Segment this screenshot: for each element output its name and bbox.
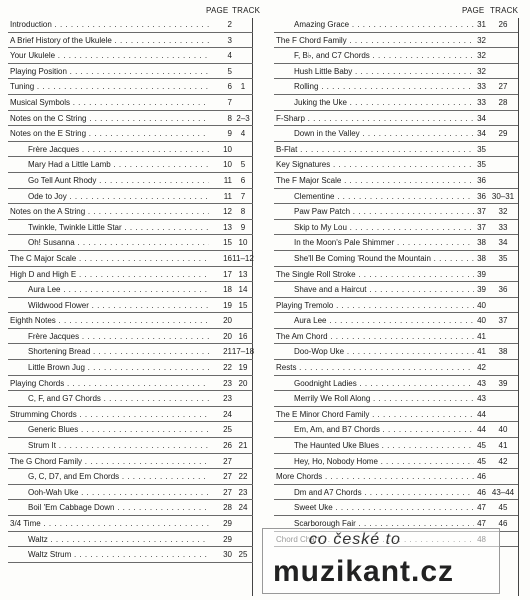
entry-page-number: 11: [223, 191, 232, 201]
entry-page-number: 32: [477, 66, 486, 76]
entry-page-number: 41: [477, 331, 486, 341]
entry-page-number: 6: [227, 82, 232, 92]
toc-entry: [8, 469, 253, 485]
entry-page-number: 27: [223, 472, 232, 482]
entry-track-number: 46: [498, 519, 508, 528]
entry-page-number: 43: [477, 378, 486, 388]
toc-entry: [274, 469, 518, 485]
entry-page-number: 44: [477, 409, 486, 419]
entry-page-number: 26: [223, 441, 232, 451]
toc-entry: [274, 142, 518, 158]
toc-entry: [8, 454, 253, 470]
entry-page-number: 35: [477, 160, 486, 170]
entry-page-number: 37: [477, 222, 486, 232]
entry-title: Scarborough Fair . . .: [294, 519, 474, 528]
entry-page-number: 40: [477, 300, 486, 310]
entry-page-number: 15: [223, 238, 232, 248]
toc-entry: [8, 189, 253, 205]
toc-entry: [8, 79, 253, 95]
entry-title: Aura Lee . . .: [28, 285, 209, 294]
entry-page-number: 43: [477, 394, 486, 404]
entry-track-number: 14: [238, 285, 248, 295]
toc-entry: [8, 64, 253, 80]
track-header-label: TRACK: [490, 6, 519, 15]
entry-page-number: 29: [223, 519, 232, 528]
entry-track-number: 23: [238, 487, 248, 497]
entry-title: Notes on the A String . . .: [10, 207, 209, 216]
toc-entry: [274, 438, 518, 454]
entry-title: Musical Symbols . . .: [10, 98, 209, 107]
entry-track-number: 37: [498, 316, 508, 326]
toc-entry: [274, 298, 518, 314]
toc-entry: [8, 376, 253, 392]
entry-track-number: 5: [240, 160, 246, 170]
toc-entry: [8, 95, 253, 111]
toc-left-list: [8, 17, 253, 563]
entry-track-number: 8: [240, 207, 246, 217]
entry-title: Down in the Valley . . .: [294, 129, 474, 138]
entry-page-number: 36: [477, 191, 486, 201]
watermark-brand: muzikant.cz: [273, 555, 455, 588]
toc-entry: [8, 485, 253, 501]
entry-title: Tuning . . .: [10, 82, 209, 91]
entry-page-number: 4: [227, 51, 232, 61]
toc-entry: [274, 391, 518, 407]
entry-track-number: 13: [238, 269, 248, 279]
column-header: [274, 0, 518, 17]
entry-track-number: 32: [498, 207, 508, 217]
toc-entry: [8, 344, 253, 360]
toc-entry: [274, 313, 518, 329]
entry-page-number: 33: [477, 82, 486, 92]
entry-title: Mary Had a Little Lamb . . .: [28, 160, 209, 169]
entry-track-number: 22: [238, 472, 248, 482]
entry-track-number: 28: [498, 97, 508, 107]
entry-title: C, F, and G7 Chords . . .: [28, 394, 209, 403]
toc-left-column: [8, 0, 261, 563]
entry-title: The E Minor Chord Family . . .: [276, 410, 474, 419]
entry-title: F, B♭, and C7 Chords . . .: [294, 51, 474, 60]
entry-track-number: 42: [498, 456, 508, 466]
entry-track-number: 19: [238, 363, 248, 373]
toc-entry: [8, 17, 253, 33]
entry-title: The Single Roll Stroke . . .: [276, 270, 474, 279]
entry-title: Hush Little Baby . . .: [294, 67, 474, 76]
entry-title: The C Major Scale . . .: [10, 254, 209, 263]
entry-page-number: 23: [223, 378, 232, 388]
entry-page-number: 35: [477, 144, 486, 154]
entry-page-number: 20: [223, 316, 232, 326]
entry-title: Generic Blues . . .: [28, 425, 209, 434]
entry-title: Clementine . . .: [294, 192, 474, 201]
entry-page-number: 44: [477, 425, 486, 435]
entry-track-number: 27: [498, 82, 508, 92]
toc-entry: [8, 235, 253, 251]
toc-entry: [274, 17, 518, 33]
toc-entry: [274, 454, 518, 470]
entry-title: Juking the Uke . . .: [294, 98, 474, 107]
toc-entry: [274, 500, 518, 516]
entry-title: Ooh-Wah Uke . . .: [28, 488, 209, 497]
toc-entry: [8, 33, 253, 49]
entry-track-number: 38: [498, 347, 508, 357]
entry-track-number: 1: [240, 82, 246, 92]
toc-entry: [8, 313, 253, 329]
entry-title: The G Chord Family . . .: [10, 457, 209, 466]
entry-track-number: 34: [498, 238, 508, 248]
entry-page-number: 47: [477, 503, 486, 513]
entry-page-number: 11: [223, 175, 232, 185]
entry-page-number: 25: [223, 425, 232, 435]
toc-entry: [274, 360, 518, 376]
entry-track-number: 40: [498, 425, 508, 435]
entry-track-number: 29: [498, 129, 508, 139]
toc-entry: [274, 422, 518, 438]
entry-track-number: 9: [240, 222, 246, 232]
entry-track-number: 45: [498, 503, 508, 513]
entry-title: Wildwood Flower . . .: [28, 301, 209, 310]
toc-entry: [8, 267, 253, 283]
entry-track-number: 35: [498, 253, 508, 263]
entry-title: Shave and a Haircut . . .: [294, 285, 474, 294]
toc-entry: [274, 407, 518, 423]
watermark-logo: [262, 528, 500, 594]
entry-page-number: 12: [223, 207, 232, 217]
entry-title: Doo-Wop Uke . . .: [294, 347, 474, 356]
entry-page-number: 47: [477, 519, 486, 528]
entry-track-number: 15: [238, 300, 248, 310]
page-header-label: PAGE: [206, 6, 229, 15]
column-header: [8, 0, 261, 17]
entry-page-number: 23: [223, 394, 232, 404]
entry-page-number: 39: [477, 285, 486, 295]
entry-title: Frère Jacques . . .: [28, 145, 209, 154]
entry-track-number: 2–3: [236, 113, 250, 123]
entry-title: Shortening Bread . . .: [28, 347, 209, 356]
entry-page-number: 30: [223, 550, 232, 560]
entry-track-number: 16: [238, 331, 248, 341]
toc-entry: [8, 438, 253, 454]
entry-track-number: 21: [238, 441, 248, 451]
toc-entry: [274, 48, 518, 64]
entry-title: Merrily We Roll Along . . .: [294, 394, 474, 403]
entry-page-number: 2: [227, 20, 232, 29]
entry-title: Waltz . . .: [28, 535, 209, 544]
toc-entry: [8, 516, 253, 532]
entry-track-number: 43–44: [491, 487, 515, 497]
entry-title: Strumming Chords . . .: [10, 410, 209, 419]
toc-entry: [8, 329, 253, 345]
entry-page-number: 27: [223, 456, 232, 466]
entry-page-number: 10: [223, 160, 232, 170]
entry-page-number: 46: [477, 487, 486, 497]
toc-entry: [8, 157, 253, 173]
toc-entry: [8, 204, 253, 220]
entry-track-number: 25: [238, 550, 248, 560]
entry-title: Oh! Susanna . . .: [28, 238, 209, 247]
toc-entry: [8, 298, 253, 314]
toc-entry: [8, 142, 253, 158]
entry-page-number: 40: [477, 316, 486, 326]
track-header-label: TRACK: [232, 6, 261, 15]
entry-title: Key Signatures . . .: [276, 160, 474, 169]
toc-right-column: [274, 0, 518, 547]
entry-title: The F Chord Family . . .: [276, 36, 474, 45]
entry-page-number: 20: [223, 331, 232, 341]
toc-entry: [274, 344, 518, 360]
toc-entry: [274, 33, 518, 49]
entry-title: Goodnight Ladies . . .: [294, 379, 474, 388]
entry-track-number: 24: [238, 503, 248, 513]
entry-title: Em, Am, and B7 Chords . . .: [294, 425, 474, 434]
toc-entry: [274, 111, 518, 127]
entry-page-number: 41: [477, 347, 486, 357]
entry-title: Sweet Uke . . .: [294, 503, 474, 512]
toc-entry: [8, 111, 253, 127]
toc-entry: [8, 407, 253, 423]
entry-title: Playing Tremolo . . .: [276, 301, 474, 310]
entry-title: Paw Paw Patch . . .: [294, 207, 474, 216]
entry-page-number: 42: [477, 363, 486, 373]
toc-entry: [8, 173, 253, 189]
entry-page-number: 34: [477, 129, 486, 139]
toc-entry: [8, 547, 253, 563]
entry-title: Rests . . .: [276, 363, 474, 372]
entry-page-number: 16: [223, 253, 232, 263]
right-column-rule: [518, 18, 519, 596]
entry-track-number: 4: [240, 129, 246, 139]
entry-page-number: 46: [477, 472, 486, 482]
toc-entry: [274, 485, 518, 501]
entry-page-number: 45: [477, 456, 486, 466]
entry-page-number: 9: [227, 129, 232, 139]
entry-title: Playing Position . . .: [10, 67, 209, 76]
entry-page-number: 10: [223, 144, 232, 154]
toc-entry: [274, 204, 518, 220]
entry-page-number: 45: [477, 441, 486, 451]
entry-page-number: 32: [477, 35, 486, 45]
entry-track-number: 20: [238, 378, 248, 388]
toc-entry: [274, 64, 518, 80]
entry-page-number: 38: [477, 238, 486, 248]
entry-page-number: 21: [223, 347, 232, 357]
entry-title: The F Major Scale . . .: [276, 176, 474, 185]
entry-track-number: 10: [238, 238, 248, 248]
entry-title: Go Tell Aunt Rhody . . .: [28, 176, 209, 185]
toc-entry: [274, 157, 518, 173]
entry-title: Waltz Strum . . .: [28, 550, 209, 559]
entry-page-number: 22: [223, 363, 232, 373]
toc-entry: [274, 95, 518, 111]
entry-track-number: 7: [240, 191, 246, 201]
entry-title: F-Sharp . . .: [276, 114, 474, 123]
entry-title: Strum It . . .: [28, 441, 209, 450]
entry-title: Twinkle, Twinkle Little Star . . .: [28, 223, 209, 232]
toc-entry: [8, 251, 253, 267]
entry-track-number: 11–12: [232, 253, 254, 263]
entry-page-number: 32: [477, 51, 486, 61]
entry-title: Rolling . . .: [294, 82, 474, 91]
toc-entry: [8, 360, 253, 376]
toc-entry: [274, 220, 518, 236]
entry-page-number: 37: [477, 207, 486, 217]
toc-entry: [274, 267, 518, 283]
entry-title: Your Ukulele . . .: [10, 51, 209, 60]
entry-title: Little Brown Jug . . .: [28, 363, 209, 372]
entry-page-number: 28: [223, 503, 232, 513]
toc-entry: [8, 391, 253, 407]
entry-page-number: 31: [477, 20, 486, 29]
entry-title: More Chords . . .: [276, 472, 474, 481]
entry-title: B-Flat . . .: [276, 145, 474, 154]
toc-entry: [8, 422, 253, 438]
entry-page-number: 36: [477, 175, 486, 185]
entry-track-number: 36: [498, 285, 508, 295]
toc-entry: [8, 500, 253, 516]
page-header-label: PAGE: [462, 6, 485, 15]
toc-entry: [8, 282, 253, 298]
toc-entry: [274, 376, 518, 392]
toc-entry: [274, 251, 518, 267]
entry-title: The Am Chord . . .: [276, 332, 474, 341]
entry-title: The Haunted Uke Blues . . .: [294, 441, 474, 450]
entry-title: In the Moon's Pale Shimmer . . .: [294, 238, 474, 247]
toc-entry: [274, 189, 518, 205]
entry-title: G, C, D7, and Em Chords . . .: [28, 472, 209, 481]
toc-right-list: [274, 17, 518, 547]
entry-title: Introduction . . .: [10, 20, 209, 29]
entry-title: Boil 'Em Cabbage Down . . .: [28, 503, 209, 512]
toc-entry: [274, 282, 518, 298]
entry-page-number: 27: [223, 487, 232, 497]
entry-page-number: 38: [477, 253, 486, 263]
entry-title: High D and High E . . .: [10, 270, 209, 279]
entry-title: She'll Be Coming 'Round the Mountain . . .: [294, 254, 474, 263]
toc-entry: [8, 220, 253, 236]
entry-track-number: 17–18: [231, 347, 255, 357]
entry-title: Frère Jacques . . .: [28, 332, 209, 341]
entry-page-number: 3: [227, 35, 232, 45]
toc-entry: [274, 173, 518, 189]
toc-entry: [274, 126, 518, 142]
entry-title: Hey, Ho, Nobody Home . . .: [294, 457, 474, 466]
entry-page-number: 34: [477, 113, 486, 123]
entry-track-number: 30–31: [491, 191, 515, 201]
entry-track-number: 39: [498, 378, 508, 388]
entry-title: Ode to Joy . . .: [28, 192, 209, 201]
toc-entry: [8, 532, 253, 548]
entry-page-number: 18: [223, 285, 232, 295]
entry-track-number: 6: [240, 175, 246, 185]
toc-entry: [8, 126, 253, 142]
entry-page-number: 17: [223, 269, 232, 279]
toc-entry: [274, 235, 518, 251]
entry-page-number: 39: [477, 269, 486, 279]
entry-title: Playing Chords . . .: [10, 379, 209, 388]
entry-title: Notes on the E String . . .: [10, 129, 209, 138]
entry-page-number: 7: [227, 97, 232, 107]
entry-title: Amazing Grace . . .: [294, 20, 474, 29]
entry-page-number: 24: [223, 409, 232, 419]
entry-page-number: 5: [227, 66, 232, 76]
entry-track-number: 26: [498, 20, 508, 29]
entry-title: Dm and A7 Chords . . .: [294, 488, 474, 497]
toc-entry: [274, 79, 518, 95]
entry-title: Notes on the C String . . .: [10, 114, 209, 123]
entry-page-number: 29: [223, 534, 232, 544]
toc-entry: [274, 329, 518, 345]
entry-title: Eighth Notes . . .: [10, 316, 209, 325]
entry-title: 3/4 Time . . .: [10, 519, 209, 528]
toc-entry: [8, 48, 253, 64]
entry-page-number: 13: [223, 222, 232, 232]
entry-page-number: 8: [227, 113, 232, 123]
entry-track-number: 33: [498, 222, 508, 232]
entry-title: Skip to My Lou . . .: [294, 223, 474, 232]
entry-page-number: 19: [223, 300, 232, 310]
entry-title: A Brief History of the Ukulele . . .: [10, 36, 209, 45]
entry-page-number: 33: [477, 97, 486, 107]
entry-title: Aura Lee . . .: [294, 316, 474, 325]
entry-track-number: 41: [498, 441, 508, 451]
watermark-tagline: co české to: [309, 531, 401, 548]
